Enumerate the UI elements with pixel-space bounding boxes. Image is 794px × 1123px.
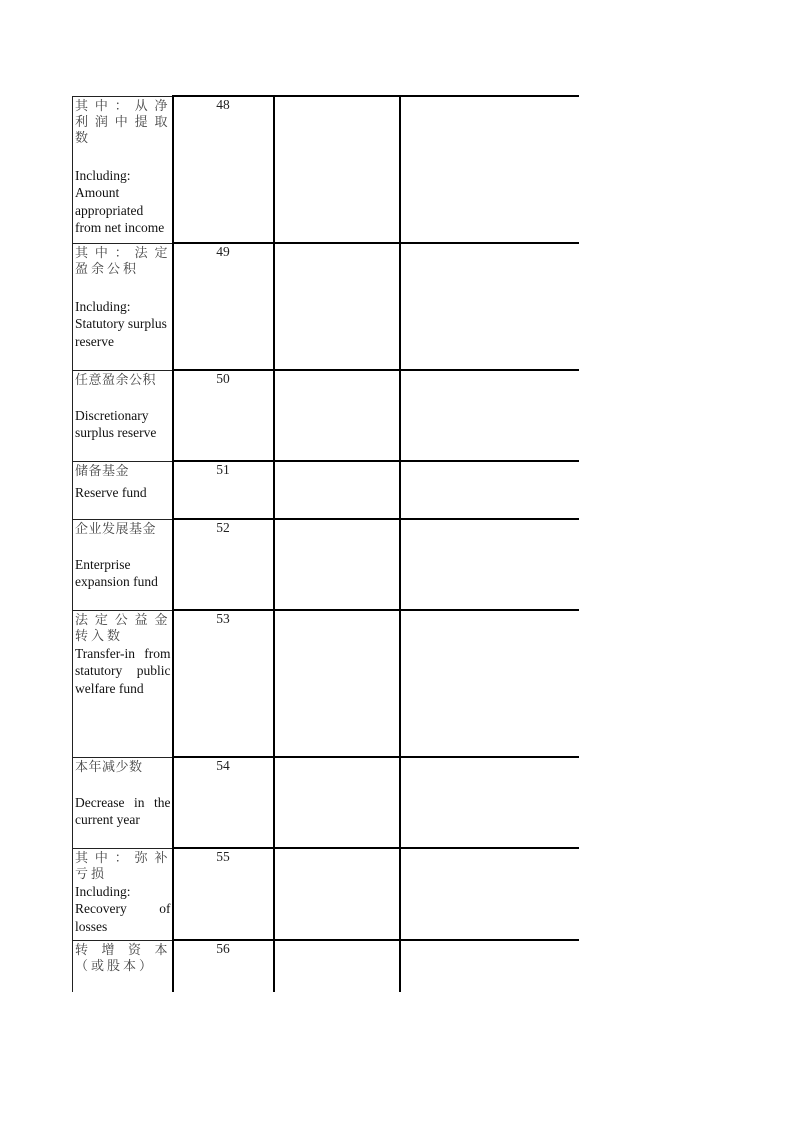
item-cn-label: 企业发展基金 — [75, 521, 157, 537]
value-cell[interactable] — [274, 610, 400, 757]
value-cell[interactable] — [400, 610, 580, 757]
item-cn-label: 其中：法定盈余公积 — [75, 245, 171, 277]
line-number-cell: 53 — [173, 610, 274, 757]
value-cell[interactable] — [274, 757, 400, 848]
value-cell[interactable] — [400, 461, 580, 519]
value-cell[interactable] — [400, 757, 580, 848]
item-cn-label: 转增资本（或股本） — [75, 942, 171, 974]
item-en-label: Including: Amount appropriated from net income — [75, 167, 165, 235]
item-en-label: Including: Statutory surplus reserve — [75, 298, 167, 349]
item-cn-label: 储备基金 — [75, 463, 130, 479]
item-cn-label: 其中：弥补亏损 — [75, 850, 171, 882]
value-cell[interactable] — [274, 940, 400, 992]
reserve-table — [72, 95, 579, 992]
item-en-label: Enterprise expansion fund — [75, 556, 158, 589]
line-number-cell: 50 — [173, 370, 274, 461]
item-cell — [73, 243, 173, 370]
item-cell — [73, 461, 173, 519]
item-cell — [73, 610, 173, 757]
table-row — [73, 610, 580, 757]
value-cell[interactable] — [400, 243, 580, 370]
line-number-cell: 49 — [173, 243, 274, 370]
line-number-cell: 54 — [173, 757, 274, 848]
item-en-label: Transfer-in from statutory public welfare fund — [75, 645, 171, 696]
item-en-label: Decrease in the current year — [75, 794, 171, 827]
value-cell[interactable] — [400, 519, 580, 610]
item-en-label: Discretionary surplus reserve — [75, 407, 157, 440]
value-cell[interactable] — [400, 940, 580, 992]
line-number-cell: 51 — [173, 461, 274, 519]
item-cn-label: 法定公益金转入数 — [75, 612, 171, 644]
value-cell[interactable] — [274, 243, 400, 370]
table-row — [73, 370, 580, 461]
line-number-cell: 56 — [173, 940, 274, 992]
value-cell[interactable] — [400, 848, 580, 940]
table-row — [73, 757, 580, 848]
table-row — [73, 96, 580, 243]
value-cell[interactable] — [274, 519, 400, 610]
table-row — [73, 519, 580, 610]
table-row — [73, 848, 580, 940]
item-cn-label: 其中：从净利润中提取数 — [75, 98, 171, 146]
line-number-cell: 55 — [173, 848, 274, 940]
spreadsheet-page — [72, 95, 579, 992]
line-number-cell: 48 — [173, 96, 274, 243]
item-cell — [73, 757, 173, 848]
value-cell[interactable] — [400, 96, 580, 243]
value-cell[interactable] — [274, 96, 400, 243]
table-row — [73, 243, 580, 370]
value-cell[interactable] — [274, 848, 400, 940]
value-cell[interactable] — [274, 461, 400, 519]
item-en-label: Including: Recovery of losses — [75, 883, 171, 934]
table-row — [73, 940, 580, 992]
item-cell — [73, 519, 173, 610]
item-cell — [73, 370, 173, 461]
item-en-label: Reserve fund — [75, 484, 147, 500]
item-cn-label: 任意盈余公积 — [75, 372, 157, 388]
item-cell — [73, 848, 173, 940]
value-cell[interactable] — [400, 370, 580, 461]
item-cell — [73, 96, 173, 243]
table-row — [73, 461, 580, 519]
value-cell[interactable] — [274, 370, 400, 461]
item-cell — [73, 940, 173, 992]
item-cn-label: 本年减少数 — [75, 759, 143, 775]
line-number-cell: 52 — [173, 519, 274, 610]
